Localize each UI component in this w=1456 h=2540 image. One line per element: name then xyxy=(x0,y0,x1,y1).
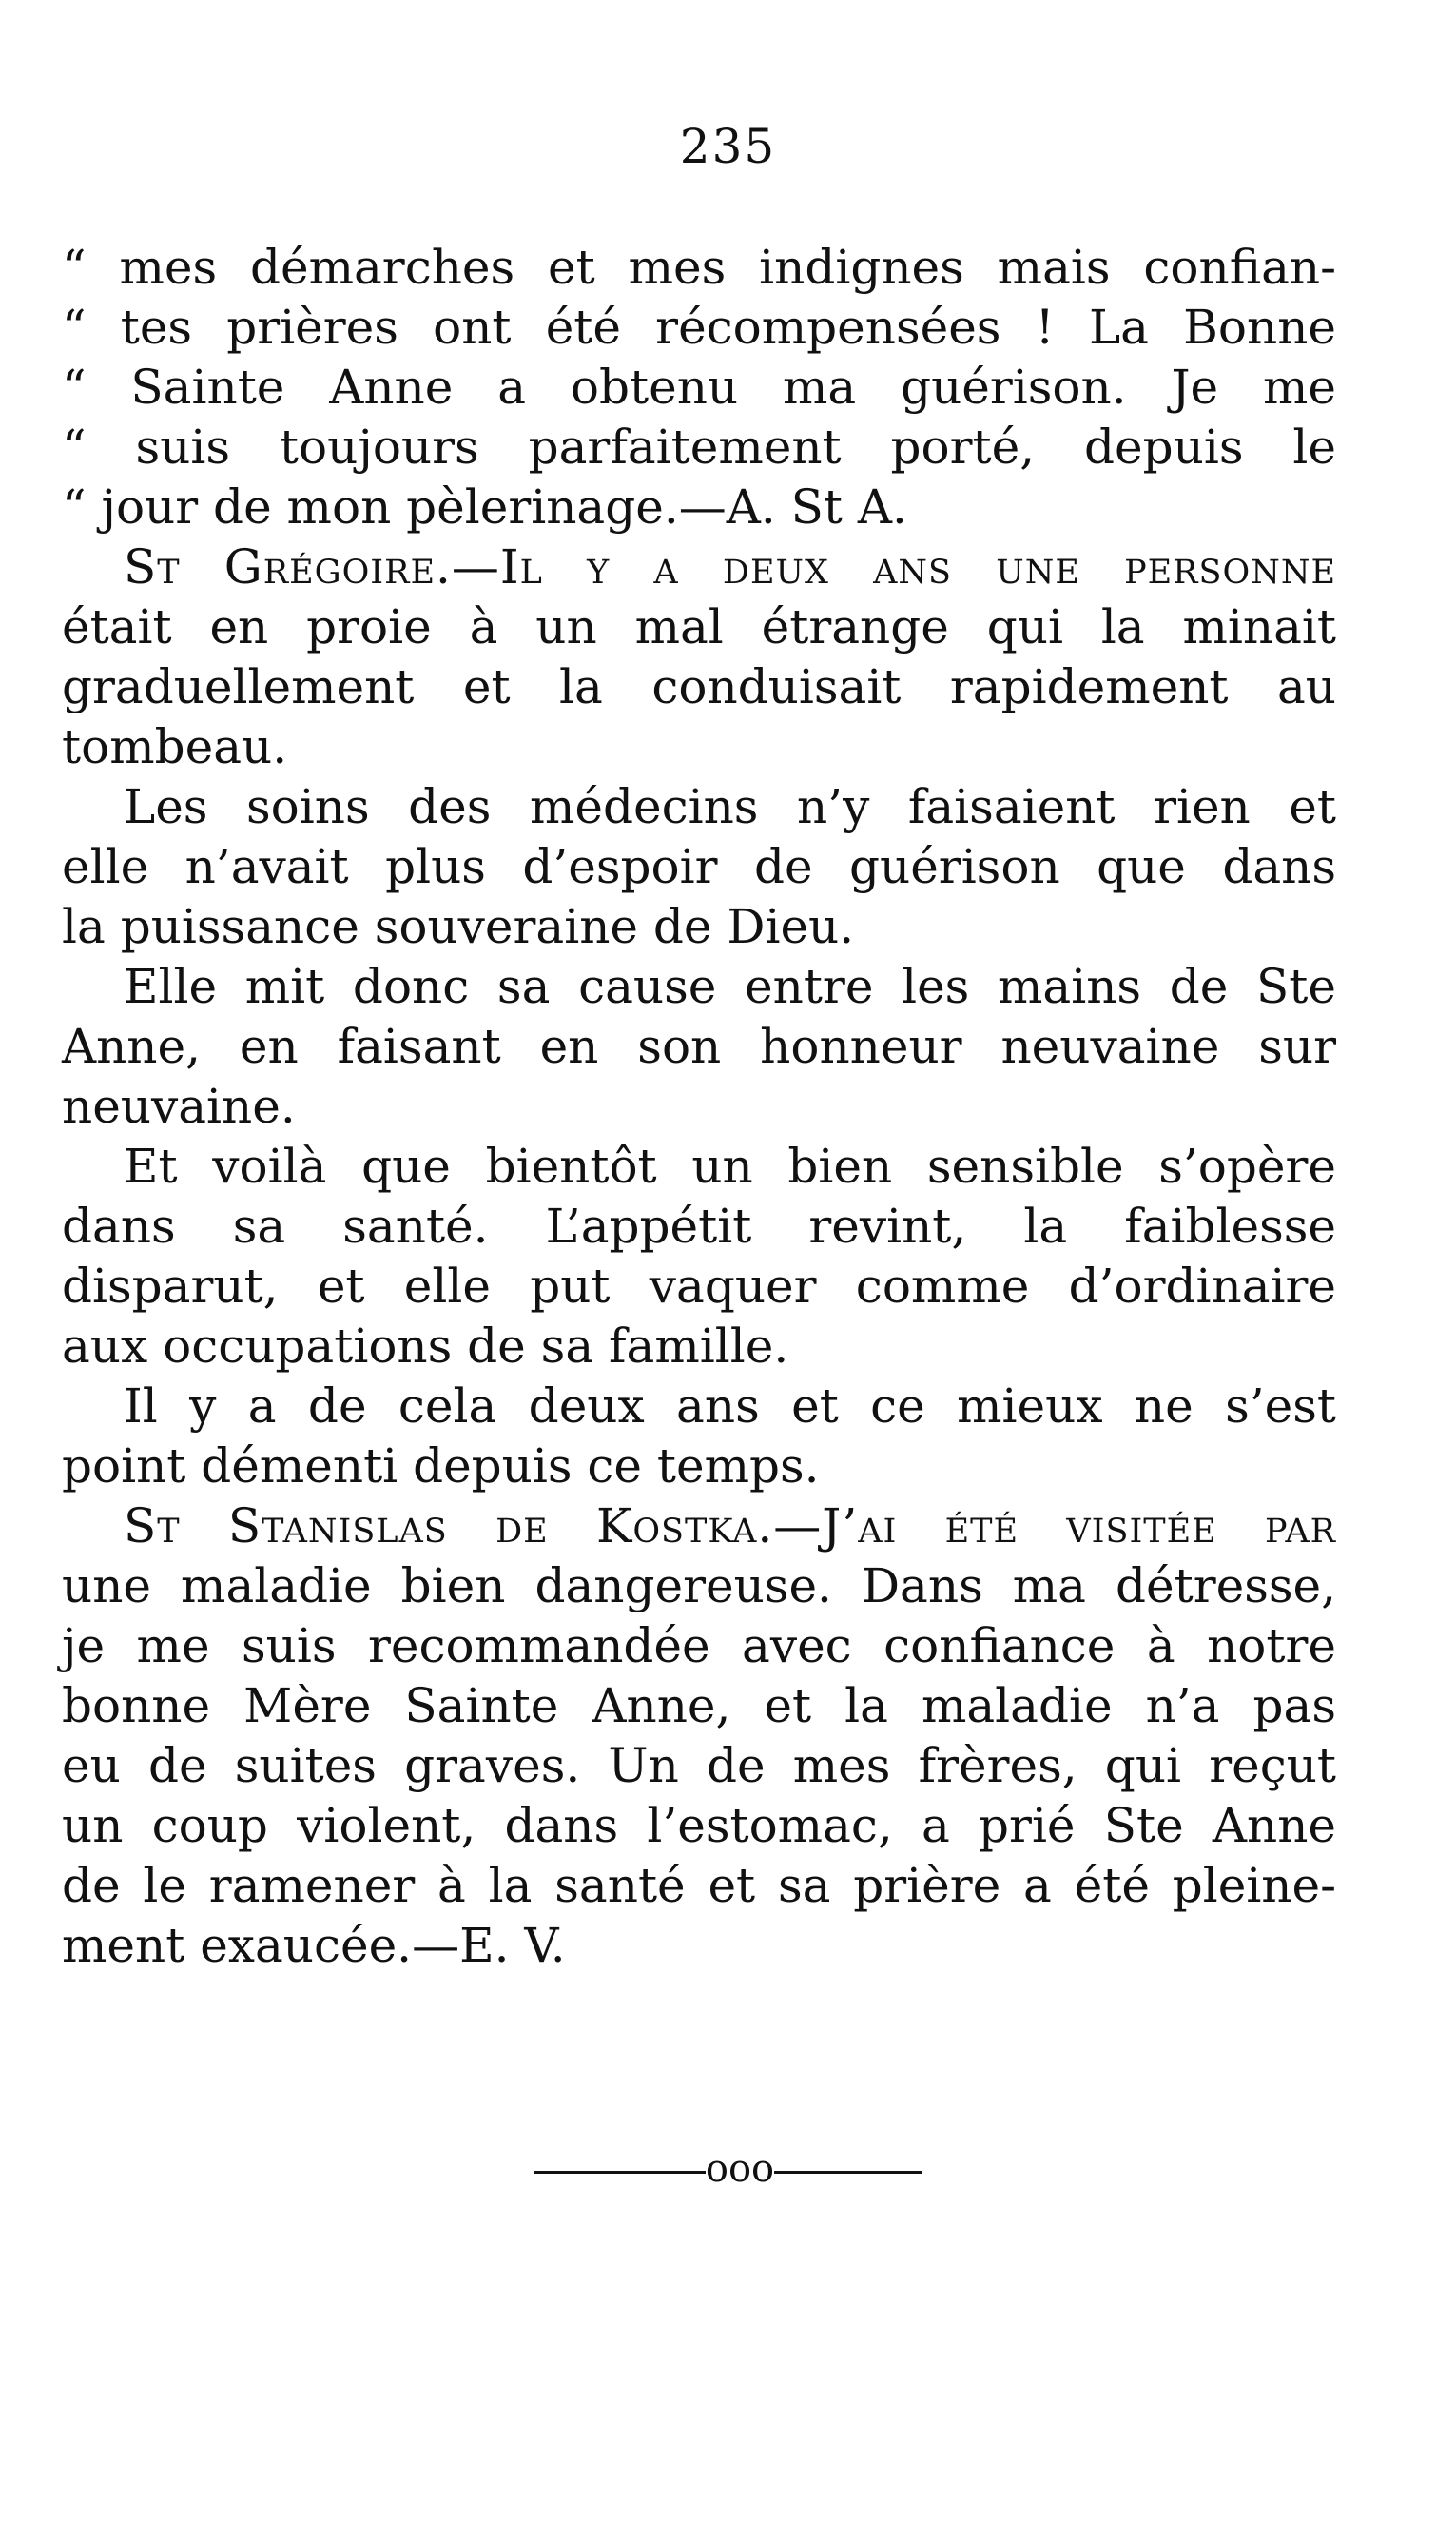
paragraph-heading-st-gregoire: St Grégoire.—Il y a deux ans une personne xyxy=(124,539,1336,595)
text-line: je me suis recommandée avec confiance à notre xyxy=(62,1618,1336,1673)
text-line: tombeau. xyxy=(62,719,288,774)
text-line: Et voilà que bientôt un bien sensible s’opère xyxy=(124,1139,1336,1194)
text-line: “ tes prières ont été récompensées ! La Bonne xyxy=(62,300,1336,355)
text-line: “ Sainte Anne a obtenu ma guérison. Je me xyxy=(62,360,1336,415)
text-line: bonne Mère Sainte Anne, et la maladie n’a pas xyxy=(62,1678,1336,1733)
section-separator xyxy=(0,2145,1456,2193)
text-line: point démenti depuis ce temps. xyxy=(62,1438,820,1494)
text-line: la puissance souveraine de Dieu. xyxy=(62,899,855,954)
text-line: Elle mit donc sa cause entre les mains de Ste xyxy=(124,959,1336,1014)
text-line: Il y a de cela deux ans et ce mieux ne s’est xyxy=(124,1378,1336,1434)
text-line: neuvaine. xyxy=(62,1079,296,1134)
text-line: une maladie bien dangereuse. Dans ma détresse, xyxy=(62,1558,1336,1613)
text-line: était en proie à un mal étrange qui la minait xyxy=(62,599,1336,655)
separator-rule-left xyxy=(534,2171,706,2174)
text-line: graduellement et la conduisait rapidement au xyxy=(62,659,1336,714)
text-line: eu de suites graves. Un de mes frères, qui reçut xyxy=(62,1738,1336,1793)
text-line: disparut, et elle put vaquer comme d’ordinaire xyxy=(62,1259,1336,1314)
text-line: “ suis toujours parfaitement porté, depuis le xyxy=(62,420,1336,475)
text-line: elle n’avait plus d’espoir de guérison que dans xyxy=(62,839,1336,894)
separator-mark: ooo xyxy=(705,2147,775,2191)
text-line: “ jour de mon pèlerinage.—A. St A. xyxy=(62,479,907,535)
text-line: Anne, en faisant en son honneur neuvaine sur xyxy=(62,1019,1336,1074)
text-line: ment exaucée.—E. V. xyxy=(62,1918,566,1973)
text-line: un coup violent, dans l’estomac, a prié Ste Anne xyxy=(62,1798,1336,1853)
text-line: “ mes démarches et mes indignes mais confian- xyxy=(62,240,1336,295)
page-number: 235 xyxy=(679,119,777,174)
separator-rule-right xyxy=(774,2171,922,2174)
text-line: aux occupations de sa famille. xyxy=(62,1319,789,1374)
text-line: Les soins des médecins n’y faisaient rien et xyxy=(124,779,1336,834)
body-text xyxy=(62,238,1336,1976)
paragraph-heading-st-stanislas: St Stanislas de Kostka.—J’ai été visitée par xyxy=(124,1498,1336,1553)
text-line: de le ramener à la santé et sa prière a été pleine- xyxy=(62,1858,1336,1913)
text-line: dans sa santé. L’appétit revint, la faiblesse xyxy=(62,1199,1336,1254)
